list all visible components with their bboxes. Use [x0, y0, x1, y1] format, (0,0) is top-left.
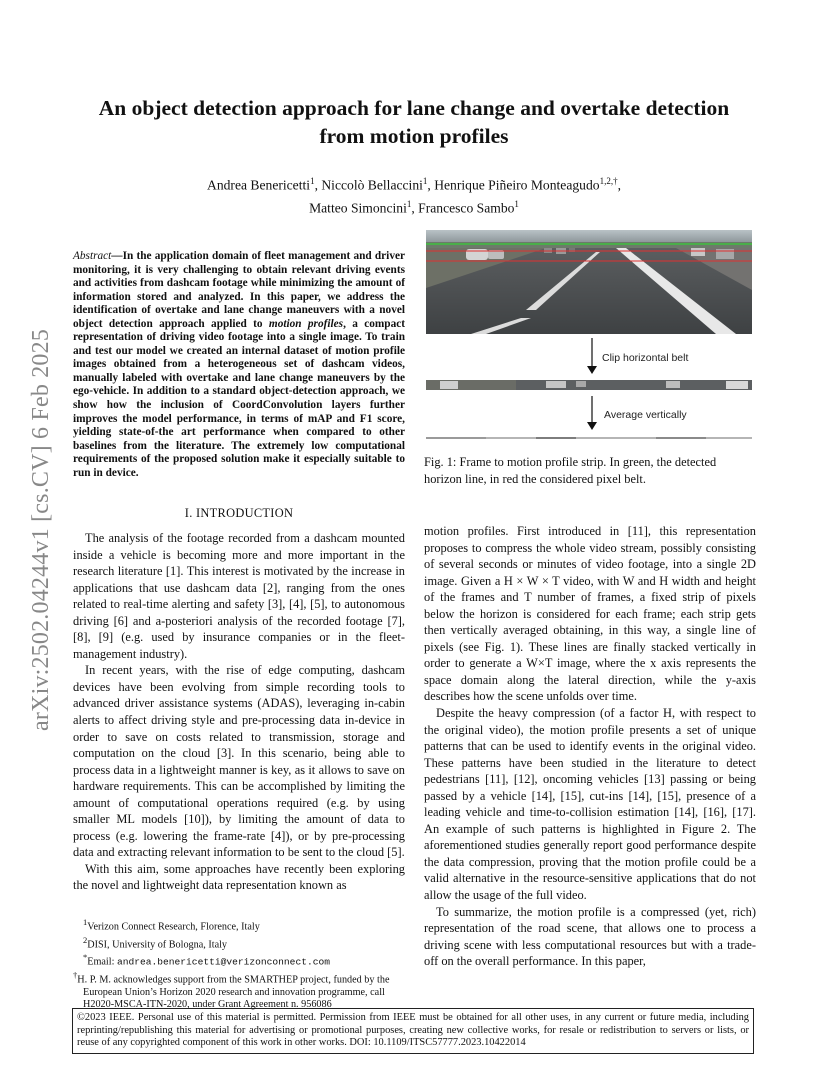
- arrow-down-icon: [587, 422, 597, 430]
- author: Francesco Sambo: [418, 200, 515, 216]
- intro-text: [73, 530, 405, 894]
- footnote-mark: †: [73, 970, 78, 981]
- clipped-belt: [426, 380, 752, 390]
- paper-title: [70, 94, 758, 150]
- paragraph: Despite the heavy compression (of a factor H, with respect to the original video), the motion profile presents a set of unique patterns that can be used to identify events in the original video. These patterns have been studied in the literature to detect pedestrians [11], [12], oncoming vehicles [13] passing or being passed by a vehicle [14], [15], cut-ins [14], [15], presence of a leading vehicle and time-to-collision estimation [14], [16], [17]. An example of such patterns is highlighted in Figure 2. The aforementioned studies generally report good performance despite the data compression, proving that the motion profile could be a valid alternative in the resource-sensitive applications that do not allow the usage of the full video.: [424, 706, 756, 903]
- footnote-text: DISI, University of Bologna, Italy: [87, 939, 228, 951]
- figure-label-clip: Clip horizontal belt: [602, 352, 689, 364]
- arxiv-identifier: arXiv:2502.04244v1 [cs.CV] 6 Feb 2025: [28, 328, 54, 732]
- profile-line: [426, 437, 752, 439]
- affiliation-mark: 1,2,†: [599, 176, 618, 186]
- abstract-label: Abstract: [73, 250, 112, 262]
- figure-caption: Fig. 1: Frame to motion profile strip. In green, the detected horizon line, in red the considered pixel belt.: [424, 455, 717, 486]
- paragraph: With this aim, some approaches have recently been exploring the novel and lightweight data representation known as: [73, 861, 405, 893]
- author: Matteo Simoncini: [309, 200, 407, 216]
- title-line-2: from motion profiles: [319, 124, 509, 148]
- figure-label-average: Average vertically: [604, 409, 687, 421]
- footnote-mark: 1: [83, 917, 88, 927]
- paragraph: To summarize, the motion profile is a compressed (yet, rich) representation of the road scene, that allows one to process a driving scene with less computational resources but with a trade-off on the overall performance. In this paper,: [424, 904, 756, 969]
- abstract-text: In the application domain of fleet management and driver monitoring, it is very challenging to obtain relevant driving events and activities from dashcam footage while minimizing the amount of information stored and analyzed. In this paper, we address the identification of overtake and lane change maneuvers with a novel object detection approach applied to: [73, 250, 405, 330]
- author: Andrea Benericetti: [207, 177, 311, 193]
- footnote-text: H. P. M. acknowledges support from the SMARTHEP project, funded by the European Union’s Horizon 2020 research and innovation programme, call H2020-MSCA-ITN-2020, under Grant Agreement n. 956086: [77, 974, 390, 1011]
- title-line-1: An object detection approach for lane change and overtake detection: [98, 96, 730, 120]
- affiliation-mark: 1: [310, 176, 315, 186]
- motion-profile-diagram: [426, 230, 752, 444]
- footnotes: [73, 916, 405, 1011]
- arrow-down-icon: [587, 366, 597, 374]
- author: Henrique Piñeiro Monteagudo: [434, 177, 600, 193]
- author: Niccolò Bellaccini: [321, 177, 423, 193]
- paragraph: motion profiles. First introduced in [11], this representation proposes to compress the whole video stream, possibly consisting of several seconds or minutes of video footage, into a single 2D image. Given a H × W × T video, with W and H width and height of the frames and T number of frames, a fixed strip of pixels below the horizon is considered for each frame; each strip gets then vertically averaged obtaining, in this way, a single line of pixels (see Fig. 1). These lines are finally stacked vertically in order to generate a W×T image, where the x axis represents the space domain along the lateral direction, while the y-axis describes how the scene unfolds over time.: [424, 524, 756, 704]
- abstract-text: , a compact representation of driving video footage into a single image. To train and test our model we created an internal dataset of motion profile images obtained from a heterogeneous set of dashcam videos, manually labeled with overtake and lane change maneuvers by the ego-vehicle. In addition to a standard object-detection approach, we show how the inclusion of CoordConvolution layers further improves the model performance, in terms of mAP and F1 score, yielding state-of-the art performance when compared to other baselines from the literature. The extremely low computational requirements of the proposed solution make it especially suitable to run in device.: [73, 317, 405, 479]
- paragraph: The analysis of the footage recorded from a dashcam mounted inside a vehicle is becoming more and more important in the research literature [1]. This interest is motivated by the increase in applications that use dashcam data [2], ranging from the ones related to real-time alerting and safety [3], [4], [5], to autonomous driving [6] and a-posteriori analysis of the recorded footage [7], [8], [9] (e.g. used by insurance companies or in the fleet-management industry).: [73, 531, 405, 661]
- footnote: [73, 934, 405, 952]
- footnote-text: Verizon Connect Research, Florence, Italy: [87, 921, 260, 933]
- affiliation-mark: 1: [406, 198, 412, 209]
- email-link[interactable]: andrea.benericetti@verizonconnect.com: [116, 956, 330, 968]
- paragraph: In recent years, with the rise of edge computing, dashcam devices have been evolving from simple recording tools to advanced driver assistance systems (ADAS), leveraging in-cabin alerts to affect driving style and pre-processing data in-device in order to save on costs related to transmission, storage and computation on the cloud [3]. In this scenario, being able to process data in a lightweight manner is key, as it allows to save on hardware requirements. This can be accomplished by limiting the amount of computational operations required (e.g. by using smaller ML models [10]), by limiting the amount of data to process (e.g. lowering the frame-rate [4]), or by pre-processing data and extracting relevant information to be sent to the cloud [5].: [73, 663, 405, 860]
- footnote-mark: 2: [83, 934, 88, 945]
- abstract: Abstract—In the application domain of fleet management and driver monitoring, it is very challenging to obtain relevant driving events and activities from dashcam footage while minimizing the amount of information stored and analyzed. In this paper, we address the identification of overtake and lane change maneuvers with a novel object detection approach applied to motion profiles, a compact representation of driving video footage into a single image. To train and test our model we created an internal dataset of motion profile images obtained from a heterogeneous set of dashcam videos, manually labeled with overtake and lane change maneuvers by the ego-vehicle. In addition to a standard object-detection approach, we show how the inclusion of CoordConvolution layers further improves the model performance, in terms of mAP and F1 score, yielding state-of-the art performance when compared to other baselines from the literature. The extremely low computational requirements of the proposed solution make it especially suitable to run in device.: [73, 250, 405, 479]
- footnote: [73, 969, 405, 1011]
- copyright-notice: ©2023 IEEE. Personal use of this material is permitted. Permission from IEEE must be obtained for all other uses, in any current or future media, including reprinting/republishing this material for advertising or promotional purposes, creating new collective works, for resale or redistribution to servers or lists, or reuse of any copyrighted component of this work in other works. DOI: 10.1109/ITSC57777.2023.10422014: [72, 1008, 754, 1054]
- affiliation-mark: 1: [514, 198, 519, 209]
- section-heading: I. INTRODUCTION: [184, 506, 294, 520]
- abstract-term: motion profiles: [268, 317, 344, 330]
- right-column-text: [424, 523, 756, 970]
- dashcam-frame: [426, 230, 752, 334]
- footnote: [73, 951, 405, 969]
- author-list: Andrea Benericetti$^1$, Niccolò Bellaccini$^1$, Henrique Piñeiro Monteagudo$^{1,2,\dagger}$, Matteo Simoncini$^1$, Francesco Sambo$^1$: [207, 176, 621, 216]
- footnote: [73, 916, 405, 934]
- figure-1: [426, 230, 752, 444]
- affiliation-mark: 1: [422, 176, 428, 186]
- footnote-text: Email:: [87, 956, 117, 968]
- footnote-mark: *: [83, 952, 88, 963]
